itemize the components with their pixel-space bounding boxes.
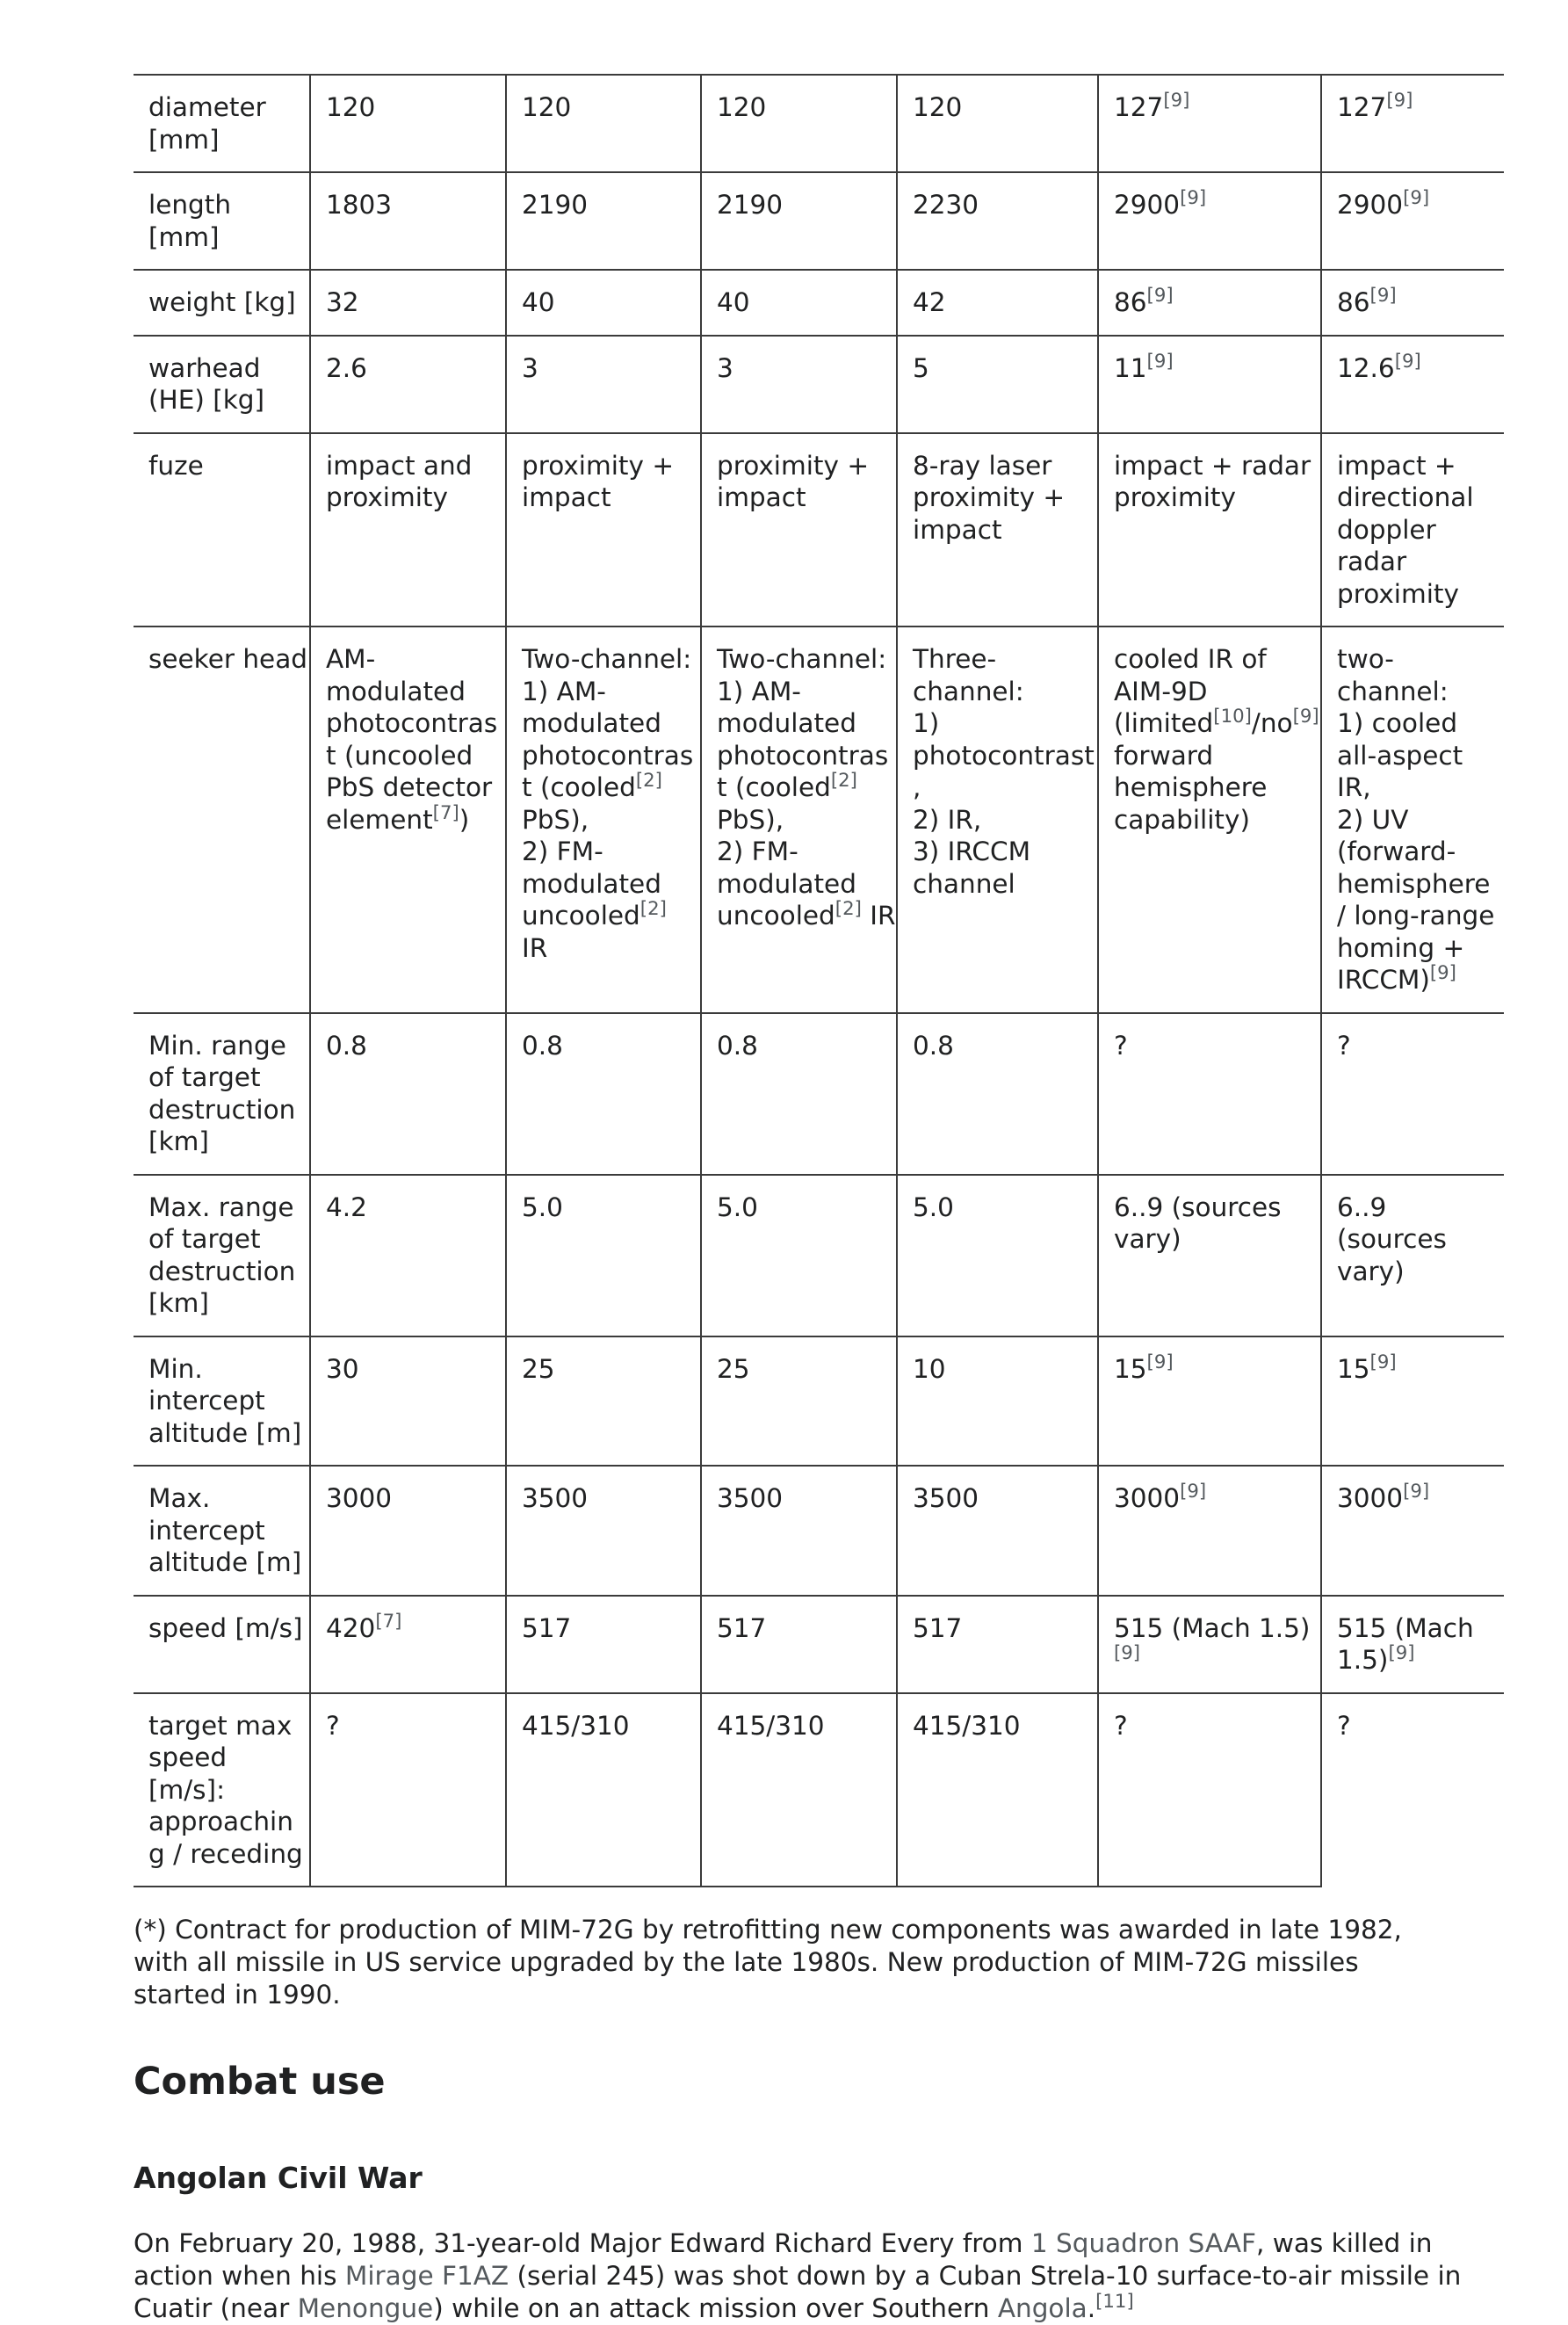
table-row	[134, 1596, 1504, 1693]
citation-ref[interactable]: [10]	[1213, 706, 1252, 728]
cell-value: 515 (Mach 1.5)	[1337, 1612, 1474, 1675]
cell-text: AM-modulated photocontrast (uncooled PbS detector element	[326, 644, 498, 835]
cell-value: 120	[522, 92, 572, 122]
cell-text: PbS),	[717, 804, 784, 835]
row-label: warhead (HE) [kg]	[134, 336, 310, 433]
table-cell	[310, 270, 506, 336]
table-row	[134, 1693, 1504, 1887]
row-label: Max. range of target destruction [km]	[134, 1175, 310, 1336]
cell-value: 32	[326, 287, 359, 317]
cell-text: 1) photocontrast,	[913, 708, 1095, 802]
table-cell	[897, 433, 1098, 627]
cell-text: 2) FM-modulated uncooled	[717, 837, 856, 931]
table-cell	[1321, 75, 1504, 172]
cell-value: 12.6	[1337, 352, 1395, 383]
cell-text: Two-channel:	[717, 644, 887, 674]
table-cell	[897, 1693, 1098, 1887]
table-cell	[506, 336, 701, 433]
link-mirage-f1az[interactable]: Mirage F1AZ	[344, 2261, 509, 2291]
table-cell	[1321, 1013, 1504, 1175]
table-cell	[701, 1596, 897, 1693]
cell-value: 86	[1114, 287, 1147, 317]
citation-ref[interactable]: [2]	[635, 770, 662, 793]
cell-value: 2900	[1114, 190, 1181, 220]
table-cell	[701, 1336, 897, 1467]
table-row	[134, 270, 1504, 336]
cell-value: 0.8	[326, 1030, 367, 1061]
row-label: seeker head	[134, 627, 310, 1013]
table-cell	[506, 433, 701, 627]
table-cell	[701, 270, 897, 336]
table-cell	[1321, 1466, 1504, 1596]
table-cell	[1321, 1175, 1504, 1336]
citation-ref[interactable]: [2]	[830, 770, 857, 793]
cell-value: 0.8	[717, 1030, 758, 1061]
cell-value: 10	[913, 1353, 946, 1384]
citation-ref[interactable]: [9]	[1388, 1642, 1415, 1665]
cell-text: forward hemisphere capability)	[1114, 740, 1268, 835]
table-cell	[1098, 433, 1321, 627]
citation-ref[interactable]: [9]	[1292, 706, 1319, 728]
citation-ref[interactable]: [9]	[1163, 90, 1190, 112]
cell-value: 42	[913, 287, 946, 317]
row-label: Min. range of target destruction [km]	[134, 1013, 310, 1175]
cell-text: )	[459, 804, 470, 835]
article-page	[134, 74, 1504, 2325]
cell-value: 127	[1114, 92, 1164, 122]
table-cell	[1321, 1596, 1504, 1693]
cell-text: 515 (Mach 1.5)	[1114, 1612, 1311, 1643]
cell-value: 6..9 (sources vary)	[1114, 1191, 1282, 1254]
citation-ref[interactable]: [2]	[639, 898, 667, 921]
cell-text: 2) UV (forward-hemisphere / long-range homing + IRCCM)	[1337, 804, 1495, 995]
cell-text: IR	[861, 901, 896, 931]
paragraph-text: On February 20, 1988, 31-year-old Major Edward Richard Every from	[134, 2228, 1031, 2258]
subsection-heading: Angolan Civil War	[134, 2161, 423, 2195]
citation-ref[interactable]: [9]	[1146, 285, 1174, 308]
cell-value: 3500	[913, 1483, 979, 1513]
citation-ref[interactable]: [7]	[432, 801, 459, 824]
row-label: length [mm]	[134, 172, 310, 270]
table-cell	[701, 1175, 897, 1336]
citation-ref[interactable]: [9]	[1394, 350, 1421, 373]
table-cell	[1098, 627, 1321, 1013]
citation-ref[interactable]: [9]	[1180, 1481, 1207, 1503]
cell-value: 517	[522, 1612, 572, 1643]
table-cell	[506, 1175, 701, 1336]
cell-value: 0.8	[522, 1030, 563, 1061]
row-label: diameter [mm]	[134, 75, 310, 172]
table-row	[134, 433, 1504, 627]
table-cell	[701, 433, 897, 627]
cell-value: 3000	[1114, 1483, 1181, 1513]
table-cell	[701, 172, 897, 270]
table-cell	[506, 1466, 701, 1596]
cell-value: proximity + impact	[522, 450, 675, 512]
citation-ref[interactable]: [11]	[1095, 2291, 1134, 2314]
table-cell	[310, 1336, 506, 1467]
table-cell	[701, 75, 897, 172]
citation-ref[interactable]: [9]	[1146, 350, 1174, 373]
cell-value: impact + directional doppler radar proximity	[1337, 450, 1474, 609]
cell-value: impact + radar proximity	[1114, 450, 1311, 512]
table-cell	[897, 1466, 1098, 1596]
paragraph-text: , was killed in action when his	[134, 2228, 1433, 2291]
table-cell	[1321, 433, 1504, 627]
cell-text: two-channel:	[1337, 644, 1449, 706]
cell-value: 25	[717, 1353, 750, 1384]
cell-value: 3000	[1337, 1483, 1404, 1513]
row-label: target max speed [m/s]: approaching / receding	[134, 1693, 310, 1887]
citation-ref[interactable]: [9]	[1369, 285, 1397, 308]
table-cell	[506, 1013, 701, 1175]
cell-value: 120	[326, 92, 376, 122]
citation-ref[interactable]: [7]	[375, 1610, 402, 1633]
table-cell	[897, 1596, 1098, 1693]
row-label: Max. intercept altitude [m]	[134, 1466, 310, 1596]
table-cell	[1321, 172, 1504, 270]
cell-value: ?	[1337, 1710, 1351, 1741]
cell-value: 2190	[717, 190, 784, 220]
cell-value: proximity + impact	[717, 450, 870, 512]
cell-text: 2) IR,	[913, 804, 982, 835]
table-cell	[506, 75, 701, 172]
table-row	[134, 75, 1504, 172]
table-row	[134, 1175, 1504, 1336]
table-row	[134, 1466, 1504, 1596]
table-cell	[897, 75, 1098, 172]
cell-value: 15	[1337, 1353, 1370, 1384]
cell-value: ?	[326, 1710, 340, 1741]
table-cell	[1321, 627, 1504, 1013]
table-cell	[1098, 172, 1321, 270]
table-cell	[1098, 1013, 1321, 1175]
cell-value: 2.6	[326, 352, 367, 383]
cell-text: 3) IRCCM channel	[913, 837, 1031, 899]
table-cell	[310, 627, 506, 1013]
cell-value: 517	[913, 1612, 963, 1643]
table-row	[134, 627, 1504, 1013]
citation-ref[interactable]: [2]	[835, 898, 862, 921]
table-row	[134, 172, 1504, 270]
cell-value: 2230	[913, 190, 979, 220]
table-cell	[701, 627, 897, 1013]
table-cell	[701, 1013, 897, 1175]
table-cell	[897, 627, 1098, 1013]
cell-value: 40	[522, 287, 555, 317]
paragraph-text: (serial 245) was shot down by a Cuban Strela-10 surface-to-air missile in Cuatir (near	[134, 2261, 1462, 2323]
cell-value: 30	[326, 1353, 359, 1384]
table-cell	[310, 1175, 506, 1336]
table-cell	[310, 433, 506, 627]
cell-value: 11	[1114, 352, 1147, 383]
row-label: Min. intercept altitude [m]	[134, 1336, 310, 1467]
citation-ref[interactable]: [9]	[1429, 962, 1456, 985]
cell-value: 517	[717, 1612, 767, 1643]
table-row	[134, 1336, 1504, 1467]
table-cell	[1321, 336, 1504, 433]
table-cell	[1098, 75, 1321, 172]
link-menongue[interactable]: Menongue	[297, 2293, 434, 2323]
cell-value: 5.0	[913, 1191, 954, 1222]
table-cell	[506, 1596, 701, 1693]
cell-value: impact and proximity	[326, 450, 473, 512]
table-cell	[897, 270, 1098, 336]
row-label: weight [kg]	[134, 270, 310, 336]
cell-value: 15	[1114, 1353, 1147, 1384]
table-cell	[506, 1693, 701, 1887]
table-cell	[701, 1693, 897, 1887]
paragraph-text: ) while on an attack mission over Southern	[433, 2293, 998, 2323]
table-cell	[1098, 1693, 1321, 1887]
table-cell	[1321, 1693, 1504, 1887]
table-cell	[1098, 336, 1321, 433]
cell-value: 415/310	[522, 1710, 630, 1741]
cell-value: 127	[1337, 92, 1387, 122]
cell-value: 415/310	[717, 1710, 825, 1741]
section-heading: Combat use	[134, 2060, 386, 2104]
cell-text: cooled IR of AIM-9D (limited	[1114, 644, 1267, 738]
cell-value: 1803	[326, 190, 393, 220]
table-cell	[310, 172, 506, 270]
cell-value: 420	[326, 1612, 376, 1643]
table-cell	[897, 1175, 1098, 1336]
table-cell	[1321, 1336, 1504, 1467]
table-cell	[1098, 1336, 1321, 1467]
citation-ref[interactable]: [9]	[1403, 187, 1430, 210]
table-cell	[506, 270, 701, 336]
citation-ref[interactable]: [9]	[1146, 1351, 1174, 1373]
row-label: speed [m/s]	[134, 1596, 310, 1693]
cell-value: 3500	[522, 1483, 589, 1513]
cell-value: 0.8	[913, 1030, 954, 1061]
row-label: fuze	[134, 433, 310, 627]
cell-value: 3000	[326, 1483, 393, 1513]
cell-text: Two-channel:	[522, 644, 692, 674]
table-cell	[506, 172, 701, 270]
cell-value: 2900	[1337, 190, 1404, 220]
table-row	[134, 336, 1504, 433]
cell-value: 2190	[522, 190, 589, 220]
table-cell	[310, 1596, 506, 1693]
cell-value: 3500	[717, 1483, 784, 1513]
table-cell	[897, 172, 1098, 270]
cell-text: 1) AM-modulated photocontrast (cooled	[522, 676, 694, 802]
table-row	[134, 1013, 1504, 1175]
cell-value: ?	[1337, 1030, 1351, 1061]
table-cell	[897, 336, 1098, 433]
cell-text: IR	[522, 932, 548, 963]
table-cell	[1098, 270, 1321, 336]
table-cell	[506, 627, 701, 1013]
cell-value: 5	[913, 352, 929, 383]
cell-text: 1) AM-modulated photocontrast (cooled	[717, 676, 889, 802]
cell-value: ?	[1114, 1030, 1128, 1061]
cell-value: 25	[522, 1353, 555, 1384]
table-footnote: (*) Contract for production of MIM-72G by retrofitting new components was awarded in late 1982, with all missile in US service upgraded by the late 1980s. New production of MIM-72G missiles started in 1990.	[134, 1915, 1402, 2010]
cell-text: PbS),	[522, 804, 589, 835]
table-cell	[310, 1466, 506, 1596]
table-cell	[1321, 270, 1504, 336]
cell-value: 5.0	[717, 1191, 758, 1222]
table-cell	[1098, 1596, 1321, 1693]
table-cell	[506, 1336, 701, 1467]
link-1-squadron-saaf[interactable]: 1 Squadron SAAF	[1030, 2228, 1256, 2258]
citation-ref[interactable]: [9]	[1403, 1481, 1430, 1503]
paragraph-text: .	[1087, 2293, 1096, 2323]
table-cell	[1098, 1175, 1321, 1336]
cell-value: 86	[1337, 287, 1370, 317]
citation-ref[interactable]: [9]	[1114, 1642, 1141, 1665]
cell-value: 8-ray laser proximity + impact	[913, 450, 1066, 545]
table-cell	[701, 336, 897, 433]
cell-value: 3	[522, 352, 538, 383]
citation-ref[interactable]: [9]	[1369, 1351, 1397, 1373]
table-cell	[897, 1013, 1098, 1175]
cell-value: 120	[717, 92, 767, 122]
cell-value: 6..9 (sources vary)	[1337, 1191, 1447, 1286]
cell-value: 5.0	[522, 1191, 563, 1222]
cell-value: 415/310	[913, 1710, 1021, 1741]
cell-text: 2) FM-modulated uncooled	[522, 837, 661, 931]
cell-value: 120	[913, 92, 963, 122]
link-angola[interactable]: Angola	[997, 2293, 1087, 2323]
cell-text: 1) cooled all-aspect IR,	[1337, 708, 1463, 802]
table-cell	[310, 1013, 506, 1175]
missile-spec-table	[134, 74, 1504, 1887]
cell-value: 4.2	[326, 1191, 367, 1222]
table-cell	[1098, 1466, 1321, 1596]
table-cell	[701, 1466, 897, 1596]
citation-ref[interactable]: [9]	[1386, 90, 1413, 112]
table-cell	[310, 336, 506, 433]
table-cell	[897, 1336, 1098, 1467]
table-cell	[310, 75, 506, 172]
cell-text: /no	[1251, 708, 1293, 738]
citation-ref[interactable]: [9]	[1180, 187, 1207, 210]
cell-value: 40	[717, 287, 750, 317]
cell-text: Three-channel:	[913, 644, 1024, 706]
cell-value: ?	[1114, 1710, 1128, 1741]
body-paragraph	[134, 2227, 1504, 2325]
table-cell	[310, 1693, 506, 1887]
cell-value: 3	[717, 352, 733, 383]
